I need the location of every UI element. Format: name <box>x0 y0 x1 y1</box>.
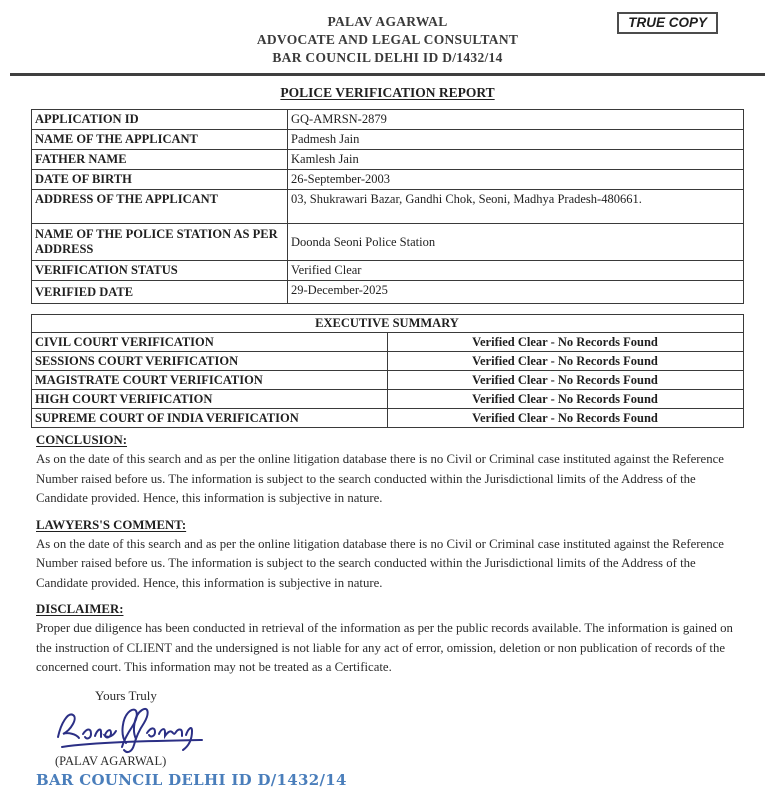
table-row <box>32 352 744 371</box>
table-row <box>32 371 744 390</box>
row-label: VERIFICATION STATUS <box>32 261 288 281</box>
row-label: SESSIONS COURT VERIFICATION <box>32 352 388 371</box>
advocate-name: PALAV AGARWAL <box>327 14 448 29</box>
row-label: CIVIL COURT VERIFICATION <box>32 333 388 352</box>
document-header <box>0 0 775 67</box>
table-row <box>32 130 744 150</box>
table-row <box>32 261 744 281</box>
table-row <box>32 224 744 261</box>
row-value: Verified Clear - No Records Found <box>388 352 744 371</box>
header-divider <box>10 73 765 76</box>
table-row <box>32 390 744 409</box>
row-label: APPLICATION ID <box>32 110 288 130</box>
signatory-name: (PALAV AGARWAL) <box>55 753 167 768</box>
row-value: GQ-AMRSN-2879 <box>288 110 744 130</box>
row-label: HIGH COURT VERIFICATION <box>32 390 388 409</box>
executive-summary-table <box>31 314 744 428</box>
applicant-info-table <box>31 109 744 304</box>
row-label: SUPREME COURT OF INDIA VERIFICATION <box>32 409 388 428</box>
row-label: MAGISTRATE COURT VERIFICATION <box>32 371 388 390</box>
row-value: 26-September-2003 <box>288 170 744 190</box>
row-value: Kamlesh Jain <box>288 150 744 170</box>
row-value: 03, Shukrawari Bazar, Gandhi Chok, Seoni, Madhya Pradesh-480661. <box>288 190 744 224</box>
row-label: NAME OF THE POLICE STATION AS PER ADDRESS <box>32 224 288 261</box>
true-copy-stamp: TRUE COPY <box>617 12 718 34</box>
disclaimer-section <box>36 602 743 678</box>
table-row <box>32 190 744 224</box>
lawyers-comment-text: As on the date of this search and as per the online litigation database there is no Civil or Criminal case instituted against the Reference Number raised before us. The information is subject to the search conducted within the Jurisdictional limits of the Address of the Candidate provided. Hence, this information is subjective in nature. <box>36 536 724 590</box>
conclusion-heading: CONCLUSION: <box>36 433 128 447</box>
disclaimer-text: Proper due diligence has been conducted in retrieval of the information as per the public records available. The information is gained on the instruction of CLIENT and the undersigned is not liable for any act of error, omission, deletion or non publication of records of the concerned court. This information may not be treated as a Certificate. <box>36 621 733 674</box>
row-label: VERIFIED DATE <box>32 281 288 304</box>
table-row <box>32 110 744 130</box>
table-row <box>32 281 744 304</box>
table-row <box>32 333 744 352</box>
page-title: POLICE VERIFICATION REPORT <box>280 85 495 100</box>
signature-image <box>50 707 775 753</box>
bar-council-id-footer: BAR COUNCIL DELHI ID D/1432/14 <box>36 770 347 789</box>
row-value: 29-December-2025 <box>288 281 744 304</box>
closing-salutation: Yours Truly <box>95 687 157 703</box>
summary-heading: EXECUTIVE SUMMARY <box>32 315 744 333</box>
row-label: FATHER NAME <box>32 150 288 170</box>
row-value: Doonda Seoni Police Station <box>288 224 744 261</box>
row-value: Verified Clear - No Records Found <box>388 390 744 409</box>
table-row <box>32 170 744 190</box>
row-label: DATE OF BIRTH <box>32 170 288 190</box>
row-value: Verified Clear <box>288 261 744 281</box>
row-value: Verified Clear - No Records Found <box>388 409 744 428</box>
disclaimer-heading: DISCLAIMER: <box>36 602 124 616</box>
bar-council-id: BAR COUNCIL DELHI ID D/1432/14 <box>272 50 503 65</box>
table-row <box>32 409 744 428</box>
lawyers-comment-section <box>36 518 743 594</box>
summary-header-row <box>32 315 744 333</box>
row-value: Verified Clear - No Records Found <box>388 333 744 352</box>
row-label: ADDRESS OF THE APPLICANT <box>32 190 288 224</box>
conclusion-text: As on the date of this search and as per the online litigation database there is no Civil or Criminal case instituted against the Reference Number raised before us. The information is subject to the search conducted within the Jurisdictional limits of the Address of the Candidate provided. Hence, this information is subjective in nature. <box>36 452 724 505</box>
conclusion-section <box>36 433 743 509</box>
table-row <box>32 150 744 170</box>
row-value: Padmesh Jain <box>288 130 744 150</box>
advocate-title: ADVOCATE AND LEGAL CONSULTANT <box>256 32 519 47</box>
row-label: NAME OF THE APPLICANT <box>32 130 288 150</box>
lawyers-comment-heading: LAWYERS'S COMMENT: <box>36 517 187 532</box>
row-value: Verified Clear - No Records Found <box>388 371 744 390</box>
